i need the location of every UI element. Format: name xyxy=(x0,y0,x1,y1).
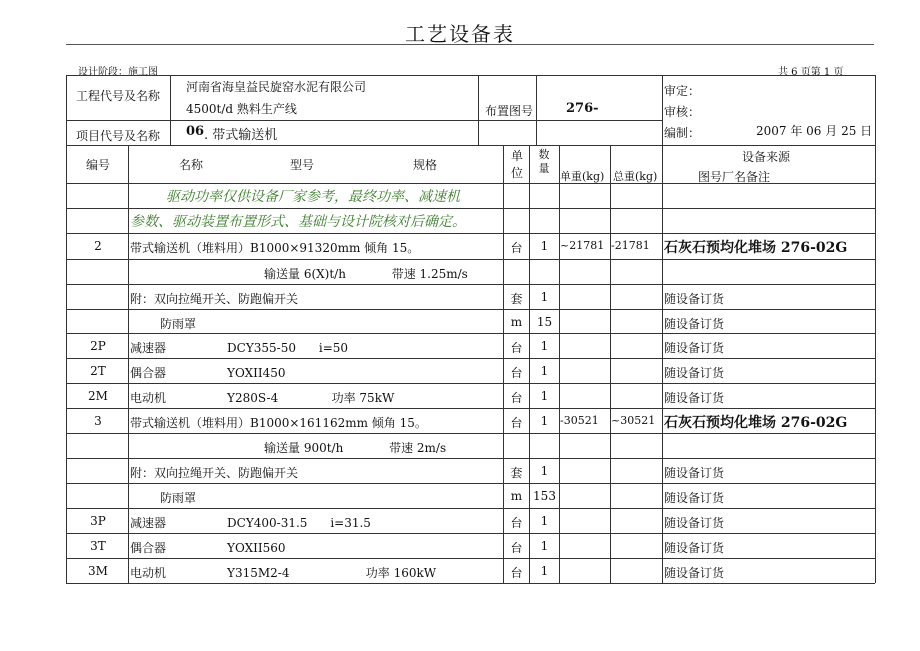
table-cell-desc: 附：双向拉绳开关、防跑偏开关 xyxy=(130,466,299,480)
grid-vline xyxy=(662,75,663,145)
grid-hline xyxy=(66,309,875,310)
table-cell-qty: 15 xyxy=(536,315,553,329)
table-cell-tw: -21781 xyxy=(611,239,650,252)
table-cell-src: 随设备订货 xyxy=(664,541,725,555)
table-cell-unit: 台 xyxy=(510,416,523,430)
table-cell-qty: 1 xyxy=(540,339,549,353)
table-cell-qty: 1 xyxy=(540,290,549,304)
review-checked: 审核： xyxy=(664,105,701,119)
layout-label: 布置图号 xyxy=(485,104,534,118)
title-underline xyxy=(66,44,874,45)
grid-hline xyxy=(66,333,875,334)
grid-hline xyxy=(66,358,875,359)
table-cell-desc: 电动机 Y280S-4 功率 75kW xyxy=(130,391,395,405)
table-cell-desc: 减速器 DCY355-50 i=50 xyxy=(130,341,349,355)
page-title: 工艺设备表 xyxy=(405,22,515,46)
layout-number: 276- xyxy=(566,101,599,116)
col-spec: 规格 xyxy=(413,158,438,172)
table-cell-src: 随设备订货 xyxy=(664,566,725,580)
table-cell-no: 3 xyxy=(94,414,102,428)
table-cell-no: 3M xyxy=(88,564,108,578)
grid-hline xyxy=(66,75,875,76)
grid-vline xyxy=(66,75,67,583)
table-cell-qty: 1 xyxy=(540,239,549,253)
table-cell-qty: 1 xyxy=(540,389,549,403)
col-model: 型号 xyxy=(290,158,315,172)
item-name: . 带式输送机 xyxy=(204,128,278,143)
table-cell-unit: m xyxy=(510,489,523,503)
grid-hline xyxy=(66,120,662,121)
table-cell-unit: 台 xyxy=(510,366,523,380)
grid-vline xyxy=(536,75,537,145)
table-cell-desc: 减速器 DCY400-31.5 i=31.5 xyxy=(130,516,371,530)
note-line-1: 驱动功率仅供设备厂家参考，最终功率、减速机 xyxy=(166,189,460,205)
grid-hline xyxy=(66,145,875,146)
grid-vline xyxy=(170,75,171,145)
table-cell-src: 随设备订货 xyxy=(664,317,725,331)
col-unit: 单 位 xyxy=(510,149,523,180)
design-stage: 设计阶段：施工图 xyxy=(78,67,158,78)
table-cell-qty: 1 xyxy=(540,539,549,553)
project-code-label: 工程代号及名称 xyxy=(76,89,161,103)
grid-hline xyxy=(66,533,875,534)
grid-hline xyxy=(66,558,875,559)
table-cell-qty: 1 xyxy=(540,514,549,528)
table-cell-no: 2M xyxy=(88,389,108,403)
grid-hline xyxy=(66,458,875,459)
table-cell-src: 随设备订货 xyxy=(664,466,725,480)
grid-hline xyxy=(66,259,875,260)
table-cell-src: 石灰石预均化堆场 276-02G xyxy=(664,240,848,256)
col-no: 编号 xyxy=(86,158,111,172)
table-cell-unit: 台 xyxy=(510,241,523,255)
grid-vline xyxy=(610,145,611,583)
table-cell-desc: 带式输送机（堆料用）B1000×161162mm 倾角 15。 xyxy=(130,416,427,430)
table-cell-desc: 输送量 6(X)t/h 带速 1.25m/s xyxy=(264,267,468,281)
table-cell-tw: ~30521 xyxy=(611,414,656,427)
grid-hline xyxy=(66,408,875,409)
table-cell-no: 3T xyxy=(90,539,106,553)
compile-date: 2007 年 06 月 25 日 xyxy=(756,124,873,138)
table-cell-desc: 防雨罩 xyxy=(160,491,197,505)
table-cell-unit: 台 xyxy=(510,566,523,580)
table-cell-no: 3P xyxy=(90,514,106,528)
table-cell-desc: 电动机 Y315M2-4 功率 160kW xyxy=(130,566,437,580)
table-cell-unit: 台 xyxy=(510,516,523,530)
grid-vline xyxy=(559,145,560,583)
table-cell-desc: 偶合器 YOXII560 xyxy=(130,541,286,555)
compiled-by: 编制： xyxy=(664,126,701,140)
table-cell-unit: 套 xyxy=(510,466,523,480)
table-cell-src: 随设备订货 xyxy=(664,516,725,530)
grid-hline xyxy=(66,508,875,509)
table-cell-src: 随设备订货 xyxy=(664,341,725,355)
grid-hline xyxy=(66,483,875,484)
grid-hline xyxy=(66,433,875,434)
table-cell-uw: -30521 xyxy=(560,414,599,427)
review-approved: 审定： xyxy=(664,84,701,98)
table-cell-qty: 1 xyxy=(540,414,549,428)
grid-vline xyxy=(662,145,663,583)
table-cell-unit: 套 xyxy=(510,292,523,306)
table-cell-qty: 153 xyxy=(533,489,556,503)
table-cell-unit: 台 xyxy=(510,391,523,405)
table-cell-unit: 台 xyxy=(510,541,523,555)
table-cell-src: 随设备订货 xyxy=(664,491,725,505)
col-source-sub: 图号厂名备注 xyxy=(698,170,771,184)
table-cell-qty: 1 xyxy=(540,464,549,478)
grid-vline xyxy=(128,145,129,583)
col-total-weight: 总重(kg) xyxy=(613,170,658,183)
table-cell-desc: 偶合器 YOXII450 xyxy=(130,366,286,380)
table-cell-desc: 带式输送机（堆料用）B1000×91320mm 倾角 15。 xyxy=(130,241,420,255)
table-cell-no: 2T xyxy=(90,364,106,378)
grid-hline xyxy=(66,583,875,584)
table-cell-no: 2P xyxy=(90,339,106,353)
company-name: 河南省海皇益民旋窑水泥有限公司 xyxy=(186,80,367,94)
grid-hline xyxy=(66,233,875,234)
table-cell-no: 2 xyxy=(94,239,102,253)
grid-hline xyxy=(66,208,875,209)
note-line-2: 参数、驱动装置布置形式、基础与设计院核对后确定。 xyxy=(130,214,466,230)
table-cell-src: 随设备订货 xyxy=(664,366,725,380)
grid-hline xyxy=(66,284,875,285)
table-cell-src: 随设备订货 xyxy=(664,292,725,306)
grid-vline xyxy=(478,75,479,145)
page-count: 共 6 页第 1 页 xyxy=(778,67,844,78)
table-cell-src: 随设备订货 xyxy=(664,391,725,405)
table-cell-desc: 防雨罩 xyxy=(160,317,197,331)
table-cell-uw: ~21781 xyxy=(560,239,605,252)
col-name: 名称 xyxy=(179,158,204,172)
table-cell-desc: 输送量 900t/h 带速 2m/s xyxy=(264,441,447,455)
table-cell-desc: 附：双向拉绳开关、防跑偏开关 xyxy=(130,292,299,306)
table-cell-unit: m xyxy=(510,315,523,329)
col-unit-weight: 单重(kg) xyxy=(560,170,605,183)
production-line: 4500t/d 熟料生产线 xyxy=(186,102,297,116)
col-source: 设备来源 xyxy=(742,150,791,164)
grid-vline xyxy=(875,75,876,583)
table-cell-qty: 1 xyxy=(540,364,549,378)
table-cell-unit: 台 xyxy=(510,341,523,355)
item-number: 06 xyxy=(186,124,205,139)
table-cell-qty: 1 xyxy=(540,564,549,578)
col-qty: 数 量 xyxy=(538,148,550,175)
item-code-label: 项目代号及名称 xyxy=(76,129,161,143)
table-cell-src: 石灰石预均化堆场 276-02G xyxy=(664,415,848,431)
grid-hline xyxy=(66,383,875,384)
